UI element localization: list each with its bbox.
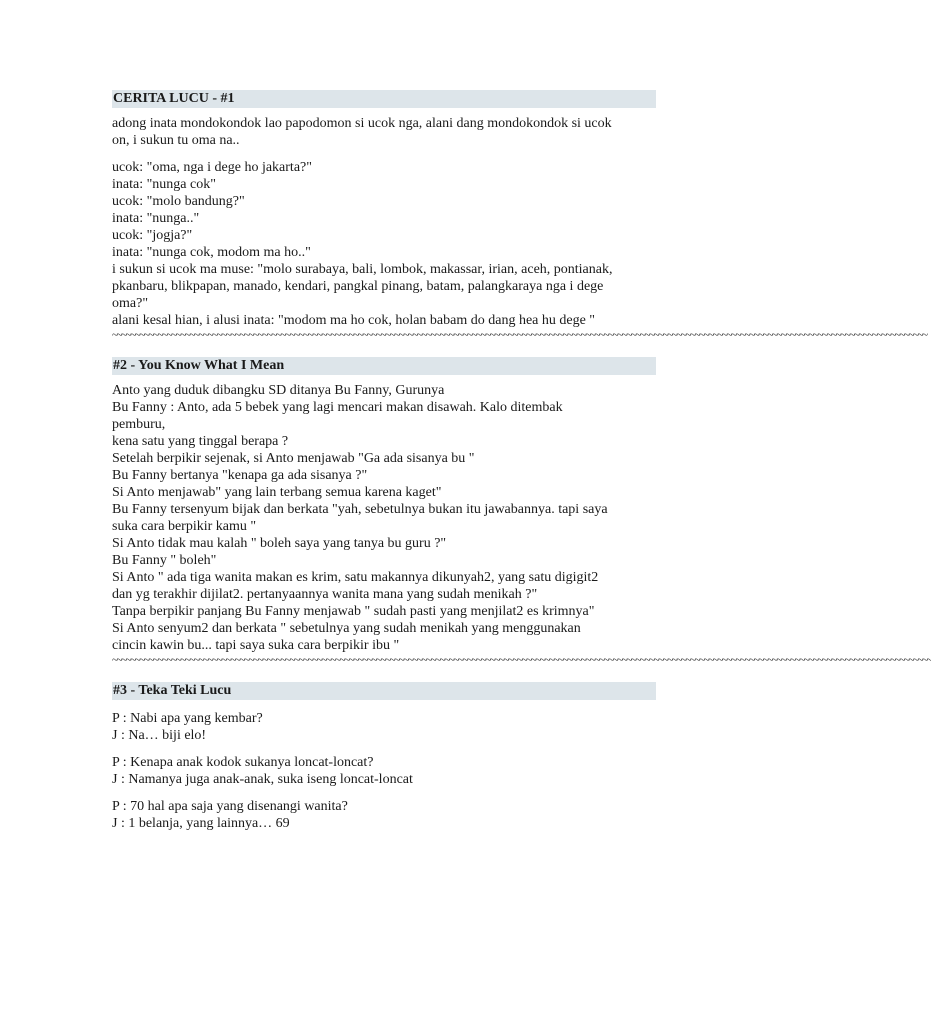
story-section-2 (112, 357, 931, 666)
text-line: Si Anto tidak mau kalah " boleh saya yang tanya bu guru ?" (112, 536, 447, 551)
text-line: pemburu, (112, 417, 166, 432)
story-section-1 (112, 90, 927, 341)
answer-line: J : 1 belanja, yang lainnya… 69 (112, 816, 290, 831)
text-line: Anto yang duduk dibangku SD ditanya Bu Fanny, Gurunya (112, 383, 445, 398)
document-page (112, 90, 931, 832)
tilde-divider: ~~~~~~~~~~~~~~~~~~~~~~~~~~~~~~~~~~~~~~~~~~~~~~~~~~~~~~~~~~~~~~~~~~~~~~~~~~~~~~~~~~~~~~~~~~~~~~~~~~~~~~~~~~~~~~~~~~~~~~~~~~~~~~~~~~~~~~~~~~~~~~~~~~~~~~~~~~~~~~~~~~~~~~~~~~~~~~~~~~~~ (112, 654, 931, 666)
text-line: Bu Fanny " boleh" (112, 553, 217, 568)
text-line: Tanpa berpikir panjang Bu Fanny menjawab " sudah pasti yang menjilat2 es krimnya" (112, 604, 595, 619)
question-line: P : 70 hal apa saja yang disenangi wanita? (112, 799, 348, 814)
paragraph (112, 382, 656, 654)
text-line: Si Anto " ada tiga wanita makan es krim, satu makannya dikunyah2, yang satu digigit2 (112, 570, 599, 585)
text-line: dan yg terakhir dijilat2. pertanyaannya wanita mana yang sudah menikah ?" (112, 587, 538, 602)
text-line: oma?" (112, 296, 149, 311)
answer-line: J : Na… biji elo! (112, 728, 207, 743)
answer-line: J : Namanya juga anak-anak, suka iseng loncat-loncat (112, 772, 413, 787)
text-line: Bu Fanny tersenyum bijak dan berkata "yah, sebetulnya bukan itu jawabannya. tapi saya (112, 502, 608, 517)
text-line: i sukun si ucok ma muse: "molo surabaya, bali, lombok, makassar, irian, aceh, pontianak, (112, 262, 613, 277)
section-heading: CERITA LUCU - #1 (112, 90, 656, 108)
qa-pair (112, 710, 656, 744)
text-line: Si Anto menjawab" yang lain terbang semua karena kaget" (112, 485, 442, 500)
text-line: suka cara berpikir kamu " (112, 519, 257, 534)
text-line: inata: "nunga.." (112, 211, 200, 226)
paragraph (112, 159, 656, 329)
question-line: P : Nabi apa yang kembar? (112, 711, 263, 726)
text-line: Bu Fanny : Anto, ada 5 bebek yang lagi mencari makan disawah. Kalo ditembak (112, 400, 563, 415)
story-section-3 (112, 682, 656, 832)
paragraph (112, 115, 656, 149)
text-line: Bu Fanny bertanya "kenapa ga ada sisanya ?" (112, 468, 368, 483)
text-line: Setelah berpikir sejenak, si Anto menjawab "Ga ada sisanya bu " (112, 451, 475, 466)
text-line: pkanbaru, blikpapan, manado, kendari, pangkal pinang, batam, palangkaraya nga i dege (112, 279, 604, 294)
qa-pair (112, 754, 656, 788)
text-line: ucok: "molo bandung?" (112, 194, 245, 209)
text-line: cincin kawin bu... tapi saya suka cara berpikir ibu " (112, 638, 400, 653)
text-line: on, i sukun tu oma na.. (112, 133, 240, 148)
section-heading: #2 - You Know What I Mean (112, 357, 656, 375)
text-line: alani kesal hian, i alusi inata: "modom ma ho cok, holan babam do dang hea hu dege " (112, 313, 596, 328)
question-line: P : Kenapa anak kodok sukanya loncat-loncat? (112, 755, 374, 770)
text-line: inata: "nunga cok" (112, 177, 216, 192)
text-line: ucok: "jogja?" (112, 228, 193, 243)
text-line: Si Anto senyum2 dan berkata " sebetulnya yang sudah menikah yang menggunakan (112, 621, 581, 636)
text-line: inata: "nunga cok, modom ma ho.." (112, 245, 311, 260)
text-line: ucok: "oma, nga i dege ho jakarta?" (112, 160, 312, 175)
text-line: kena satu yang tinggal berapa ? (112, 434, 289, 449)
text-line: adong inata mondokondok lao papodomon si ucok nga, alani dang mondokondok si ucok (112, 116, 612, 131)
section-heading: #3 - Teka Teki Lucu (112, 682, 656, 700)
tilde-divider: ~~~~~~~~~~~~~~~~~~~~~~~~~~~~~~~~~~~~~~~~~~~~~~~~~~~~~~~~~~~~~~~~~~~~~~~~~~~~~~~~~~~~~~~~~~~~~~~~~~~~~~~~~~~~~~~~~~~~~~~~~~~~~~~~~~~~~~~~~~~~~~~~~~~~~~~~~~~~~~~~~~~~~~~~~~~~~~~~~~~ (112, 329, 927, 341)
qa-pair (112, 798, 656, 832)
